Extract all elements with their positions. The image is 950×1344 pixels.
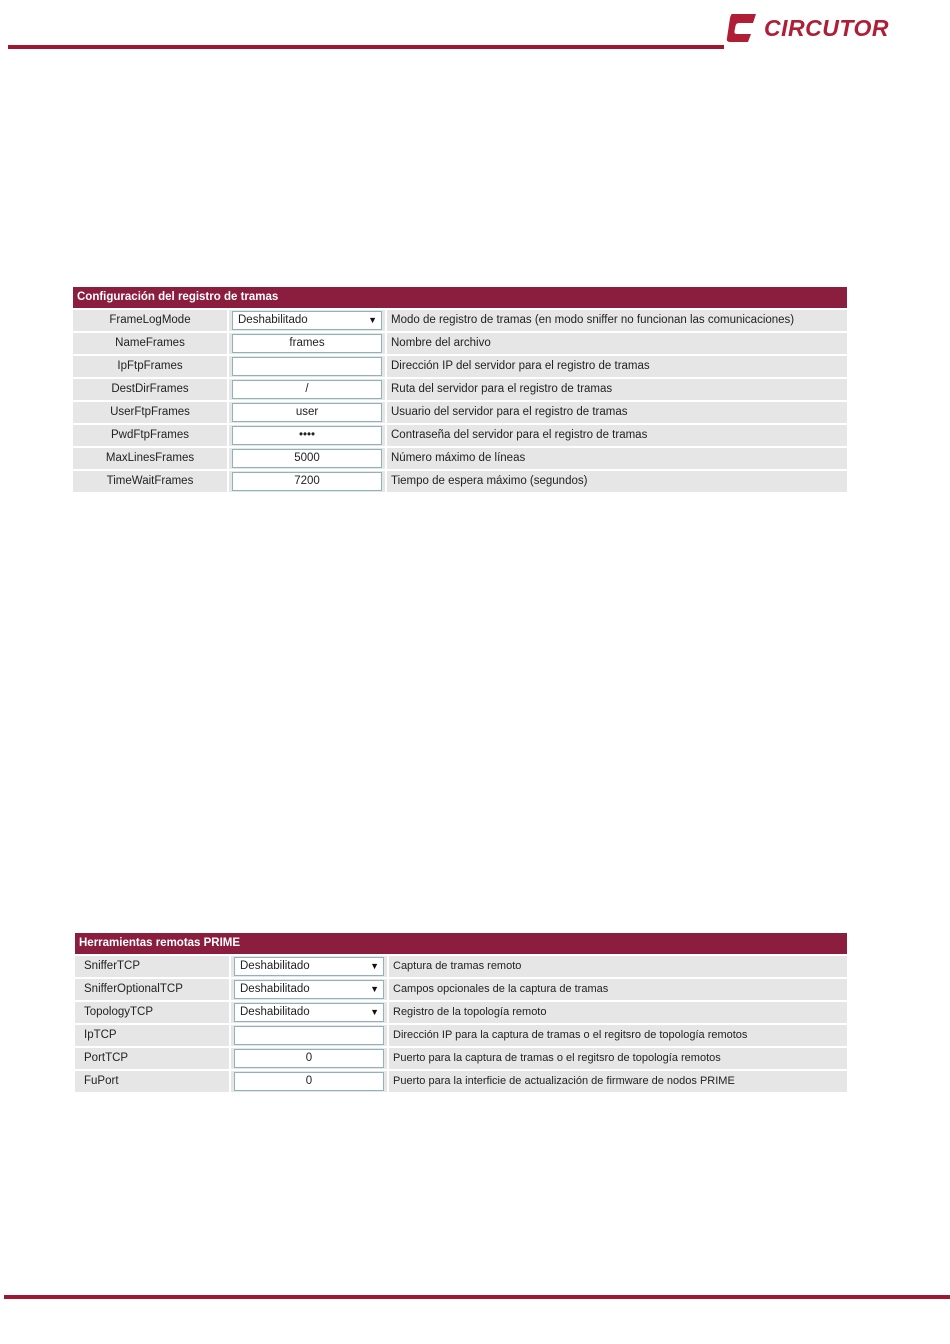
field-label: SnifferTCP — [75, 956, 229, 977]
table-row — [73, 310, 847, 331]
field-label: SnifferOptionalTCP — [75, 979, 229, 1000]
field-description: Nombre del archivo — [387, 333, 847, 354]
field-description: Dirección IP del servidor para el registro de tramas — [387, 356, 847, 377]
field-label: MaxLinesFrames — [73, 448, 227, 469]
field-label: PwdFtpFrames — [73, 425, 227, 446]
table-row — [73, 448, 847, 469]
field-description: Dirección IP para la captura de tramas o el regitsro de topología remotos — [389, 1025, 847, 1046]
table-row — [73, 333, 847, 354]
prime-tools-title: Herramientas remotas PRIME — [75, 933, 847, 954]
ipftpframes-input[interactable] — [232, 357, 382, 376]
table-row — [73, 425, 847, 446]
footer-rule — [4, 1295, 950, 1299]
table-row — [75, 1002, 847, 1023]
framelogmode-select[interactable] — [232, 311, 382, 330]
table-row — [75, 1025, 847, 1046]
frames-config-panel — [73, 287, 847, 492]
table-row — [73, 379, 847, 400]
brand-logo — [726, 10, 889, 46]
field-label: PortTCP — [75, 1048, 229, 1069]
select-value: Deshabilitado — [240, 960, 310, 972]
field-label: UserFtpFrames — [73, 402, 227, 423]
frames-config-title: Configuración del registro de tramas — [73, 287, 847, 308]
topologytcp-select[interactable] — [234, 1003, 384, 1022]
select-value: Deshabilitado — [240, 1006, 310, 1018]
porttcp-input[interactable]: 0 — [234, 1049, 384, 1068]
chevron-down-icon: ▼ — [368, 315, 377, 325]
field-description: Ruta del servidor para el registro de tramas — [387, 379, 847, 400]
destdirframes-input[interactable]: / — [232, 380, 382, 399]
userftpframes-input[interactable]: user — [232, 403, 382, 422]
fuport-input[interactable]: 0 — [234, 1072, 384, 1091]
sniffertcp-select[interactable] — [234, 957, 384, 976]
table-row — [73, 356, 847, 377]
prime-tools-panel — [75, 933, 847, 1092]
field-description: Tiempo de espera máximo (segundos) — [387, 471, 847, 492]
field-description: Puerto para la captura de tramas o el regitsro de topología remotos — [389, 1048, 847, 1069]
timewaitframes-input[interactable]: 7200 — [232, 472, 382, 491]
table-row — [75, 1048, 847, 1069]
circutor-logo-icon — [726, 11, 760, 45]
field-description: Modo de registro de tramas (en modo sniffer no funcionan las comunicaciones) — [387, 310, 847, 331]
field-label: DestDirFrames — [73, 379, 227, 400]
field-description: Registro de la topología remoto — [389, 1002, 847, 1023]
field-description: Puerto para la interficie de actualización de firmware de nodos PRIME — [389, 1071, 847, 1092]
field-description: Usuario del servidor para el registro de tramas — [387, 402, 847, 423]
table-row — [75, 956, 847, 977]
chevron-down-icon: ▼ — [370, 984, 379, 994]
select-value: Deshabilitado — [238, 314, 308, 326]
snifferoptionaltcp-select[interactable] — [234, 980, 384, 999]
chevron-down-icon: ▼ — [370, 961, 379, 971]
table-row — [75, 1071, 847, 1092]
chevron-down-icon: ▼ — [370, 1007, 379, 1017]
pwdftpframes-input[interactable]: •••• — [232, 426, 382, 445]
field-description: Captura de tramas remoto — [389, 956, 847, 977]
table-row — [73, 402, 847, 423]
field-label: FrameLogMode — [73, 310, 227, 331]
field-label: IpTCP — [75, 1025, 229, 1046]
table-row — [73, 471, 847, 492]
field-description: Número máximo de líneas — [387, 448, 847, 469]
table-row — [75, 979, 847, 1000]
brand-logo-text: CIRCUTOR — [764, 14, 889, 41]
field-label: NameFrames — [73, 333, 227, 354]
maxlinesframes-input[interactable]: 5000 — [232, 449, 382, 468]
iptcp-input[interactable] — [234, 1026, 384, 1045]
select-value: Deshabilitado — [240, 983, 310, 995]
field-label: TimeWaitFrames — [73, 471, 227, 492]
field-description: Campos opcionales de la captura de tramas — [389, 979, 847, 1000]
field-label: FuPort — [75, 1071, 229, 1092]
nameframes-input[interactable]: frames — [232, 334, 382, 353]
field-description: Contraseña del servidor para el registro de tramas — [387, 425, 847, 446]
field-label: IpFtpFrames — [73, 356, 227, 377]
header-rule — [8, 45, 724, 49]
field-label: TopologyTCP — [75, 1002, 229, 1023]
